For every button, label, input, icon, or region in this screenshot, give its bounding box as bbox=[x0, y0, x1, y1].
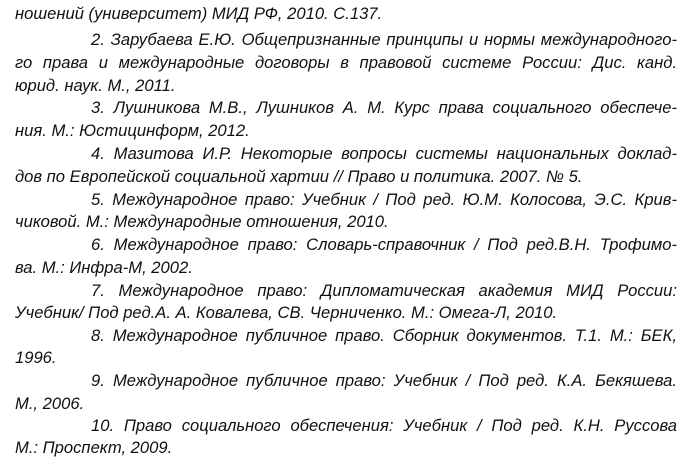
reference-9-line-2: М., 2006. bbox=[15, 394, 85, 413]
reference-10-line-1: 10. Право социального обеспечения: Учебник / Под ред. К.Н. Руссова bbox=[91, 416, 677, 435]
reference-7-line-2: Учебник/ Под ред.А. А. Ковалева, СВ. Черниченко. М.: Омега-Л, 2010. bbox=[15, 303, 558, 322]
reference-8-number: 8. bbox=[91, 326, 105, 345]
reference-4-line-1: 4. Мазитова И.Р. Некоторые вопросы системы национальных доклад- bbox=[91, 144, 677, 163]
reference-1-line-1: ношений (университет) МИД РФ, 2010. С.137. bbox=[15, 4, 383, 23]
reference-3-line-1: 3. Лушникова М.В., Лушников А. М. Курс права социального обеспече- bbox=[91, 98, 677, 117]
reference-4-number: 4. bbox=[91, 144, 105, 163]
reference-2-line-2: го права и международные договоры в правовой системе России: Дис. канд. bbox=[15, 53, 677, 72]
reference-3-line-2: ния. М.: Юстицинформ, 2012. bbox=[15, 121, 250, 140]
reference-10-number: 10. bbox=[91, 416, 115, 435]
reference-5-number: 5. bbox=[91, 190, 105, 209]
reference-8-line-1: 8. Международное публичное право. Сборник документов. Т.1. М.: БЕК, bbox=[91, 326, 677, 345]
reference-8-line-2: 1996. bbox=[15, 348, 57, 367]
reference-6-number: 6. bbox=[91, 235, 105, 254]
reference-3-number: 3. bbox=[91, 98, 105, 117]
reference-4-line-2: дов по Европейской социальной хартии // Право и политика. 2007. № 5. bbox=[15, 167, 583, 186]
reference-6-line-2: ва. М.: Инфра-М, 2002. bbox=[15, 258, 193, 277]
reference-2-number: 2. bbox=[91, 30, 105, 49]
reference-2-line-1: 2. Зарубаева Е.Ю. Общепризнанные принципы и нормы международного- bbox=[91, 30, 677, 49]
reference-7-number: 7. bbox=[91, 281, 105, 300]
reference-5-line-2: чиковой. М.: Международные отношения, 2010. bbox=[15, 212, 389, 231]
reference-7-line-1: 7. Международное право: Дипломатическая академия МИД России: bbox=[91, 281, 677, 300]
reference-6-line-1: 6. Международное право: Словарь-справочник / Под ред.В.Н. Трофимо- bbox=[91, 235, 677, 254]
reference-9-line-1: 9. Международное публичное право: Учебник / Под ред. К.А. Бекяшева. bbox=[91, 371, 677, 390]
reference-10-line-2: М.: Проспект, 2009. bbox=[15, 438, 173, 457]
reference-2-line-3: юрид. наук. М., 2011. bbox=[15, 76, 176, 95]
reference-5-line-1: 5. Международное право: Учебник / Под ред. Ю.М. Колосова, Э.С. Крив- bbox=[91, 190, 677, 209]
reference-9-number: 9. bbox=[91, 371, 105, 390]
